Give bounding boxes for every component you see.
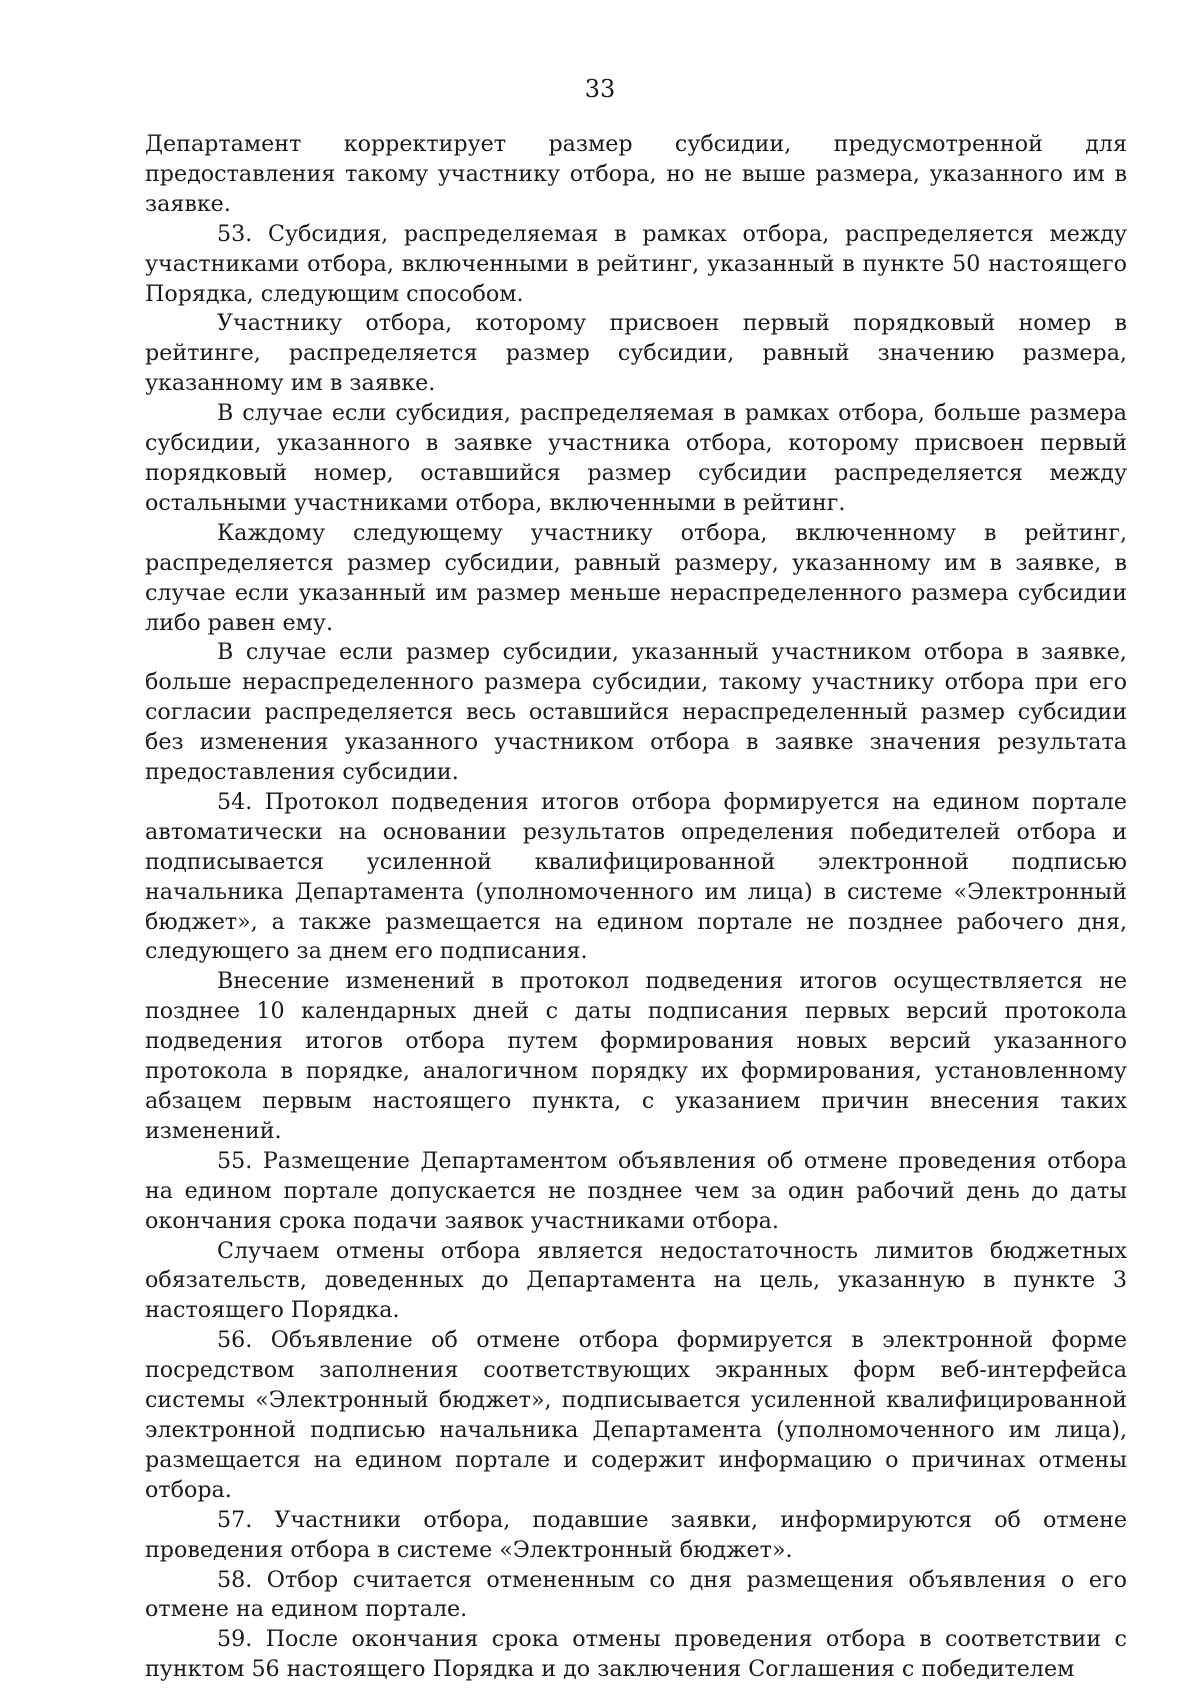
paragraph-59: 59. После окончания срока отмены проведения отбора в соответствии с пунктом 56 настоящего Порядка и до заключения Соглашения с победителем xyxy=(145,1626,1127,1683)
paragraph: В случае если размер субсидии, указанный участником отбора в заявке, больше нераспределенного размера субсидии, такому участнику отбора при его согласии распределяется весь оставшийся нераспределенный размер субсидии без изменения указанного участником отбора в заявке значения результата предоставления субсидии. xyxy=(145,639,1127,786)
paragraph: Департамент корректирует размер субсидии, предусмотренной для предоставления такому участнику отбора, но не выше размера, указанного им в заявке. xyxy=(145,131,1127,217)
paragraph: Каждому следующему участнику отбора, включенному в рейтинг, распределяется размер субсидии, равный размеру, указанному им в заявке, в случае если указанный им размер меньше нераспределенного размера субсидии либо равен ему. xyxy=(145,519,1127,636)
paragraph-54: 54. Протокол подведения итогов отбора формируется на едином портале автоматически на основании результатов определения победителей отбора и подписывается усиленной квалифицированной электронной подписью начальника Департамента (уполномоченного им лица) в системе «Электронный бюджет», а также размещается на едином портале не позднее рабочего дня, следующего за днем его подписания. xyxy=(145,788,1127,965)
page-number: 33 xyxy=(584,75,616,103)
paragraph-55: 55. Размещение Департаментом объявления об отмене проведения отбора на едином портале допускается не позднее чем за один рабочий день до даты окончания срока подачи заявок участниками отбора. xyxy=(145,1147,1127,1234)
paragraph-56: 56. Объявление об отмене отбора формируется в электронной форме посредством заполнения соответствующих экранных форм веб-интерфейса системы «Электронный бюджет», подписывается усиленной квалифицированной электронной подписью начальника Департамента (уполномоченного им лица), размещается на едином портале и содержит информацию о причинах отмены отбора. xyxy=(145,1327,1127,1503)
paragraph: В случае если субсидия, распределяемая в рамках отбора, больше размера субсидии, указанного в заявке участника отбора, которому присвоен первый порядковый номер, оставшийся размер субсидии распределяется между остальными участниками отбора, включенными в рейтинг. xyxy=(145,400,1127,516)
paragraph: Участнику отбора, которому присвоен первый порядковый номер в рейтинге, распределяется размер субсидии, равный значению размера, указанному им в заявке. xyxy=(145,310,1127,397)
paragraph-57: 57. Участники отбора, подавшие заявки, информируются об отмене проведения отбора в системе «Электронный бюджет». xyxy=(145,1506,1127,1563)
paragraph-53: 53. Субсидия, распределяемая в рамках отбора, распределяется между участниками отбора, включенными в рейтинг, указанный в пункте 50 настоящего Порядка, следующим способом. xyxy=(145,220,1127,307)
paragraph: Случаем отмены отбора является недостаточность лимитов бюджетных обязательств, доведенных до Департамента на цель, указанную в пункте 3 настоящего Порядка. xyxy=(145,1237,1127,1324)
document-body xyxy=(145,130,1127,1685)
paragraph-58: 58. Отбор считается отмененным со дня размещения объявления о его отмене на едином портале. xyxy=(145,1566,1127,1623)
paragraph: Внесение изменений в протокол подведения итогов осуществляется не позднее 10 календарных дней с даты подписания первых версий протокола подведения итогов отбора путем формирования новых версий указанного протокола в порядке, аналогичном порядку их формирования, установленному абзацем первым настоящего пункта, с указанием причин внесения таких изменений. xyxy=(145,968,1127,1144)
